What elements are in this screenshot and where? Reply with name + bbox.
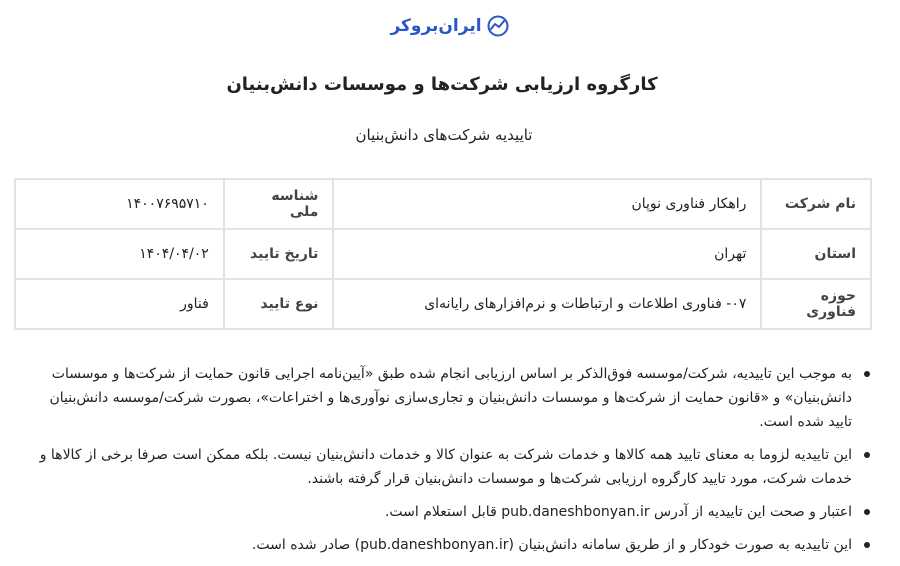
table-row	[15, 279, 871, 329]
page-title: کارگروه ارزیابی شرکت‌ها و موسسات دانش‌بنیان	[226, 74, 658, 95]
notes-list	[32, 362, 872, 566]
approval-type-label: نوع تایید	[224, 279, 334, 329]
list-item: اعتبار و صحت این تاییدیه از آدرس pub.daneshbonyan.ir قابل استعلام است.	[32, 500, 872, 524]
table-row	[15, 179, 871, 229]
chart-trend-icon	[486, 15, 510, 37]
national-id-label: شناسه ملی	[224, 179, 334, 229]
table-row	[15, 229, 871, 279]
approval-type-value: فناور	[15, 279, 224, 329]
logo-text: ایران‌بروکر	[390, 16, 482, 36]
approval-date-label: تاریخ تایید	[224, 229, 334, 279]
province-label: استان	[761, 229, 871, 279]
tech-field-value: ۰۷- فناوری اطلاعات و ارتباطات و نرم‌افزارهای رایانه‌ای	[333, 279, 761, 329]
list-item: به موجب این تاییدیه، شرکت/موسسه فوق‌الذکر بر اساس ارزیابی انجام شده طبق «آیین‌نامه اجرایی قانون حمایت از شرکت‌ها و موسسات دانش‌بنیان» و «قانون حمایت از شرکت‌ها و موسسات دانش‌بنیان و تجاری‌سازی نوآوری‌ها و اختراعات»، بصورت شرکت/موسسه دانش‌بنیان تایید شده است.	[32, 362, 872, 434]
approval-date-value: ۱۴۰۴/۰۴/۰۲	[15, 229, 224, 279]
list-item: این تاییدیه لزوما به معنای تایید همه کالاها و خدمات شرکت به عنوان کالا و خدمات دانش‌بنیان نیست. بلکه ممکن است صرفا برخی از کالاها و خدمات شرکت، مورد تایید کارگروه ارزیابی شرکت‌ها و موسسات دانش‌بنیان قرار گرفته باشند.	[32, 443, 872, 491]
list-item: این تاییدیه به صورت خودکار و از طریق سامانه دانش‌بنیان (pub.daneshbonyan.ir) صادر شده است.	[32, 533, 872, 557]
company-name-label: نام شرکت	[761, 179, 871, 229]
company-info-table	[14, 178, 872, 330]
tech-field-label: حوزه فناوری	[761, 279, 871, 329]
national-id-value: ۱۴۰۰۷۶۹۵۷۱۰	[15, 179, 224, 229]
site-logo[interactable]	[392, 12, 508, 40]
page-subtitle: تاییدیه شرکت‌های دانش‌بنیان	[355, 126, 533, 144]
company-name-value: راهکار فناوری نوپان	[333, 179, 761, 229]
province-value: تهران	[333, 229, 761, 279]
